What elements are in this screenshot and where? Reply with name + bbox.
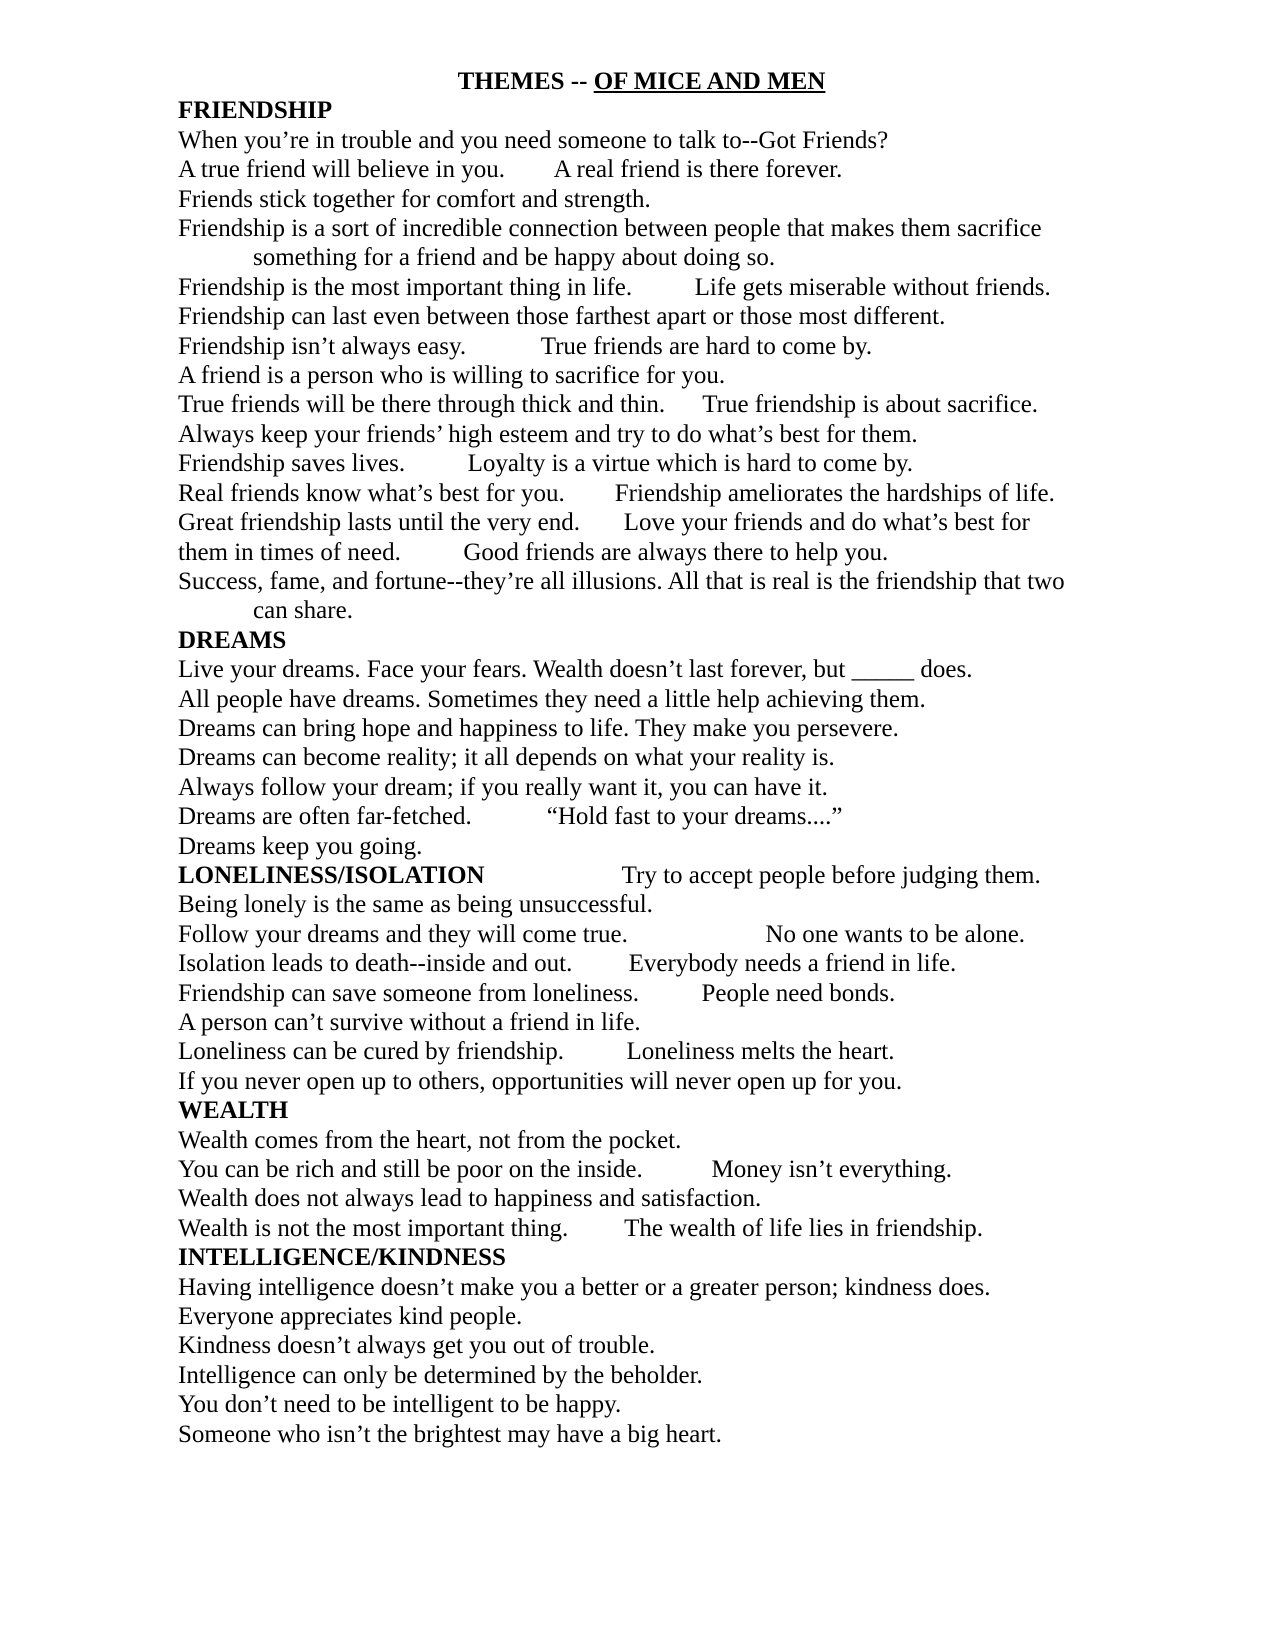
text-line — [178, 185, 1105, 214]
line-text: Dreams are often far-fetched. “Hold fast to your dreams....” — [178, 803, 843, 831]
text-line — [178, 361, 1105, 390]
text-line — [178, 1126, 1105, 1155]
line-text: Friendship can save someone from loneliness. People need bonds. — [178, 979, 896, 1007]
text-line — [178, 1361, 1105, 1390]
text-line — [178, 538, 1105, 567]
text-line — [178, 332, 1105, 361]
line-text: Wealth does not always lead to happiness and satisfaction. — [178, 1185, 762, 1213]
line-text: Dreams can bring hope and happiness to life. They make you persevere. — [178, 714, 899, 742]
line-text: can share. — [253, 597, 353, 625]
text-line — [178, 1184, 1105, 1213]
text-line — [178, 596, 1105, 625]
document-title — [178, 67, 1105, 96]
text-line — [178, 420, 1105, 449]
line-text: A person can’t survive without a friend in life. — [178, 1009, 641, 1036]
text-line — [178, 1037, 1105, 1066]
line-text: Friends stick together for comfort and strength. — [178, 185, 651, 213]
text-line — [178, 479, 1105, 508]
text-line — [178, 1390, 1105, 1419]
text-line — [178, 214, 1105, 243]
line-text: Intelligence can only be determined by the beholder. — [178, 1361, 703, 1389]
text-line — [178, 1331, 1105, 1360]
line-text: them in times of need. Good friends are always there to help you. — [178, 538, 889, 566]
line-text: Everyone appreciates kind people. — [178, 1303, 523, 1331]
line-text: Friendship can last even between those farthest apart or those most different. — [178, 303, 946, 331]
line-text: Try to accept people before judging them. — [484, 861, 1041, 889]
section-heading-line — [178, 1096, 1105, 1125]
line-text: A friend is a person who is willing to sacrifice for you. — [178, 362, 726, 390]
line-text: Follow your dreams and they will come true. No one wants to be alone. — [178, 920, 1026, 948]
section-heading: DREAMS — [178, 626, 287, 654]
line-text: Someone who isn’t the brightest may have a big heart. — [178, 1420, 722, 1448]
line-text: Live your dreams. Face your fears. Wealth doesn’t last forever, but _____ does. — [178, 656, 973, 684]
text-line — [178, 949, 1105, 978]
line-text: Loneliness can be cured by friendship. Loneliness melts the heart. — [178, 1038, 895, 1066]
line-text: Being lonely is the same as being unsuccessful. — [178, 891, 653, 919]
section-heading-line — [178, 861, 1105, 890]
line-text: Kindness doesn’t always get you out of trouble. — [178, 1332, 656, 1360]
text-line — [178, 714, 1105, 743]
line-text: Always keep your friends’ high esteem and try to do what’s best for them. — [178, 420, 918, 448]
document-body — [178, 96, 1105, 1449]
text-line — [178, 155, 1105, 184]
section-heading-line — [178, 1243, 1105, 1272]
text-line — [178, 1067, 1105, 1096]
text-line — [178, 773, 1105, 802]
line-text: Friendship is the most important thing in life. Life gets miserable without friends. — [178, 273, 1051, 301]
line-text: Friendship is a sort of incredible connection between people that makes them sacrifice — [178, 215, 1042, 243]
line-text: Success, fame, and fortune--they’re all illusions. All that is real is the friendship that two — [178, 567, 1065, 595]
line-text: You can be rich and still be poor on the inside. Money isn’t everything. — [178, 1156, 952, 1184]
line-text: Wealth is not the most important thing. The wealth of life lies in friendship. — [178, 1214, 984, 1242]
line-text: Real friends know what’s best for you. Friendship ameliorates the hardships of life. — [178, 479, 1055, 507]
section-heading: INTELLIGENCE/KINDNESS — [178, 1244, 506, 1272]
text-line — [178, 685, 1105, 714]
line-text: Dreams can become reality; it all depends on what your reality is. — [178, 744, 835, 772]
text-line — [178, 302, 1105, 331]
line-text: Great friendship lasts until the very end. Love your friends and do what’s best for — [178, 509, 1030, 537]
line-text: Friendship isn’t always easy. True friends are hard to come by. — [178, 332, 873, 360]
text-line — [178, 1420, 1105, 1449]
title-underlined-text: OF MICE AND MEN — [593, 68, 826, 95]
text-line — [178, 1302, 1105, 1331]
text-line — [178, 273, 1105, 302]
section-heading: WEALTH — [178, 1097, 289, 1125]
section-heading-line — [178, 96, 1105, 125]
line-text: When you’re in trouble and you need someone to talk to--Got Friends? — [178, 126, 889, 154]
title-prefix: THEMES -- — [457, 68, 594, 95]
line-text: Dreams keep you going. — [178, 832, 423, 860]
text-line — [178, 802, 1105, 831]
text-line — [178, 920, 1105, 949]
text-line — [178, 832, 1105, 861]
text-line — [178, 655, 1105, 684]
line-text: A true friend will believe in you. A real friend is there forever. — [178, 156, 843, 184]
text-line — [178, 126, 1105, 155]
text-line — [178, 1214, 1105, 1243]
line-text: something for a friend and be happy about doing so. — [253, 244, 776, 272]
line-text: You don’t need to be intelligent to be happy. — [178, 1391, 622, 1419]
line-text: Wealth comes from the heart, not from the pocket. — [178, 1126, 682, 1154]
line-text: All people have dreams. Sometimes they need a little help achieving them. — [178, 685, 926, 713]
text-line — [178, 1155, 1105, 1184]
line-text: Always follow your dream; if you really want it, you can have it. — [178, 773, 828, 801]
line-text: Friendship saves lives. Loyalty is a virtue which is hard to come by. — [178, 450, 914, 478]
line-text: Having intelligence doesn’t make you a better or a greater person; kindness does. — [178, 1273, 991, 1301]
line-text: True friends will be there through thick and thin. True friendship is about sacrifice. — [178, 391, 1039, 419]
line-text: Isolation leads to death--inside and out. Everybody needs a friend in life. — [178, 950, 957, 978]
text-line — [178, 508, 1105, 537]
text-line — [178, 890, 1105, 919]
section-heading-line — [178, 626, 1105, 655]
text-line — [178, 243, 1105, 272]
section-heading: FRIENDSHIP — [178, 97, 333, 125]
text-line — [178, 449, 1105, 478]
text-line — [178, 390, 1105, 419]
text-line — [178, 567, 1105, 596]
section-heading: LONELINESS/ISOLATION — [178, 861, 485, 889]
text-line — [178, 1008, 1105, 1037]
text-line — [178, 979, 1105, 1008]
text-line — [178, 743, 1105, 772]
line-text: If you never open up to others, opportunities will never open up for you. — [178, 1067, 903, 1095]
text-line — [178, 1273, 1105, 1302]
